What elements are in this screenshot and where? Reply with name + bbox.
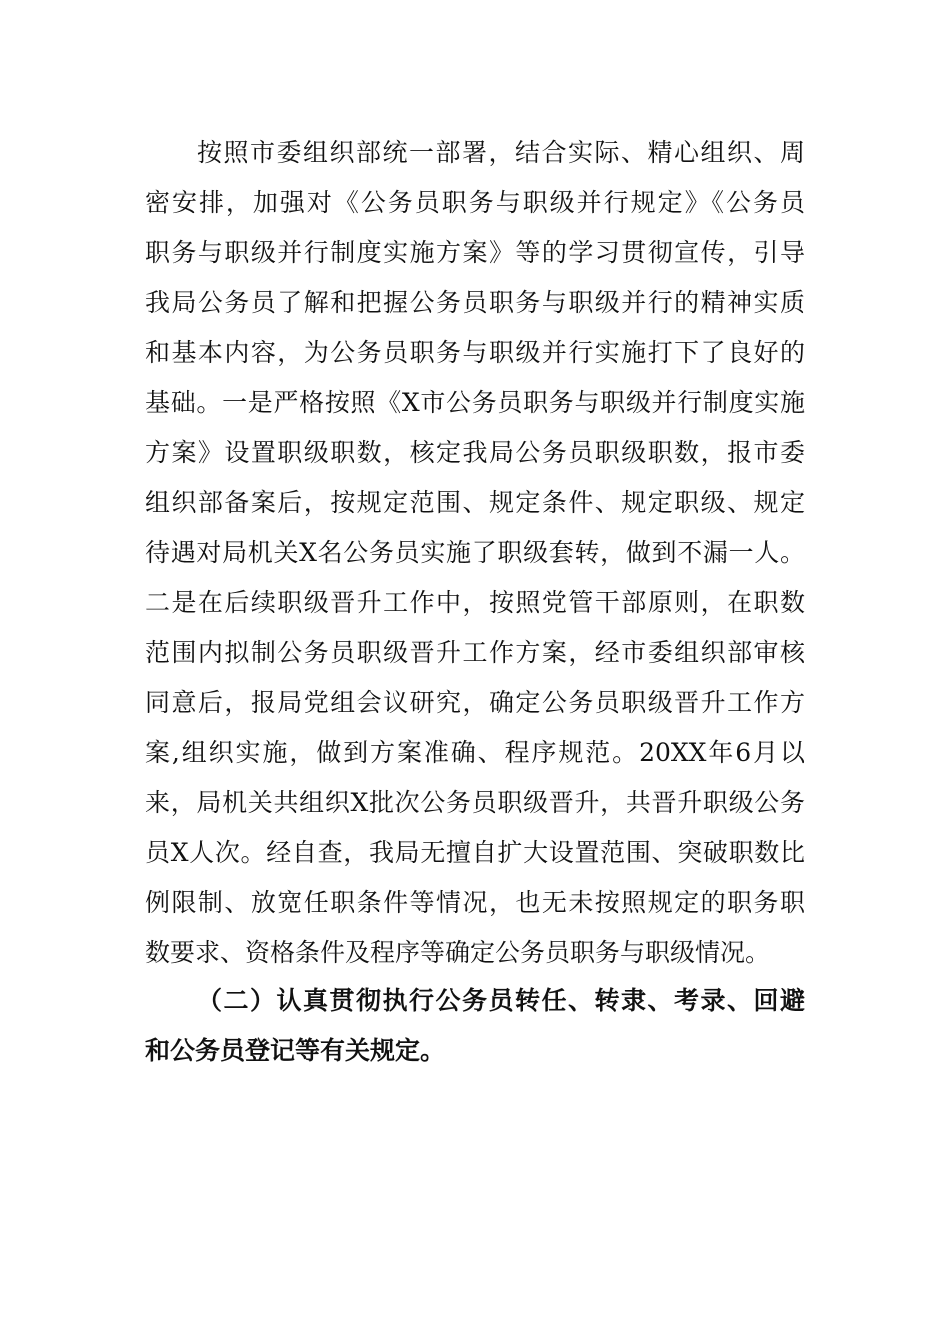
paragraph-line: 职务与职级并行制度实施方案》等的学习贯彻宣传，引导 [145, 238, 805, 267]
paragraph-line: 同意后，报局党组会议研究，确定公务员职级晋升工作方 [145, 688, 805, 717]
paragraph-line: 方案》设置职级职数，核定我局公务员职级职数，报市委 [145, 438, 805, 467]
paragraph-line: 例限制、放宽任职条件等情况，也无未按照规定的职务职 [145, 888, 805, 917]
paragraph-line: 基础。一是严格按照《X市公务员职务与职级并行制度实施 [145, 388, 805, 417]
paragraph-line: 范围内拟制公务员职级晋升工作方案，经市委组织部审核 [145, 638, 805, 667]
paragraph-line: 数要求、资格条件及程序等确定公务员职务与职级情况。 [145, 938, 771, 967]
paragraph-line: 案,组织实施，做到方案准确、程序规范。20XX年6月以 [145, 738, 805, 767]
paragraph-line: 我局公务员了解和把握公务员职务与职级并行的精神实质 [145, 288, 805, 317]
heading-line: （二）认真贯彻执行公务员转任、转隶、考录、回避 [197, 986, 805, 1015]
section-heading [145, 976, 805, 1076]
paragraph-line: 密安排，加强对《公务员职务与职级并行规定》《公务员 [145, 188, 805, 217]
heading-line: 和公务员登记等有关规定。 [145, 1036, 446, 1065]
paragraph-line: 和基本内容，为公务员职务与职级并行实施打下了良好的 [145, 338, 805, 367]
paragraph-line: 员X人次。经自查，我局无擅自扩大设置范围、突破职数比 [145, 838, 805, 867]
paragraph-line: 来，局机关共组织X批次公务员职级晋升，共晋升职级公务 [145, 788, 805, 817]
paragraph-line: 二是在后续职级晋升工作中，按照党管干部原则，在职数 [145, 588, 805, 617]
body-paragraph [145, 128, 805, 978]
paragraph-line: 组织部备案后，按规定范围、规定条件、规定职级、规定 [145, 488, 805, 517]
paragraph-line: 待遇对局机关X名公务员实施了职级套转，做到不漏一人。 [145, 538, 805, 567]
paragraph-line: 按照市委组织部统一部署，结合实际、精心组织、周 [197, 138, 805, 167]
